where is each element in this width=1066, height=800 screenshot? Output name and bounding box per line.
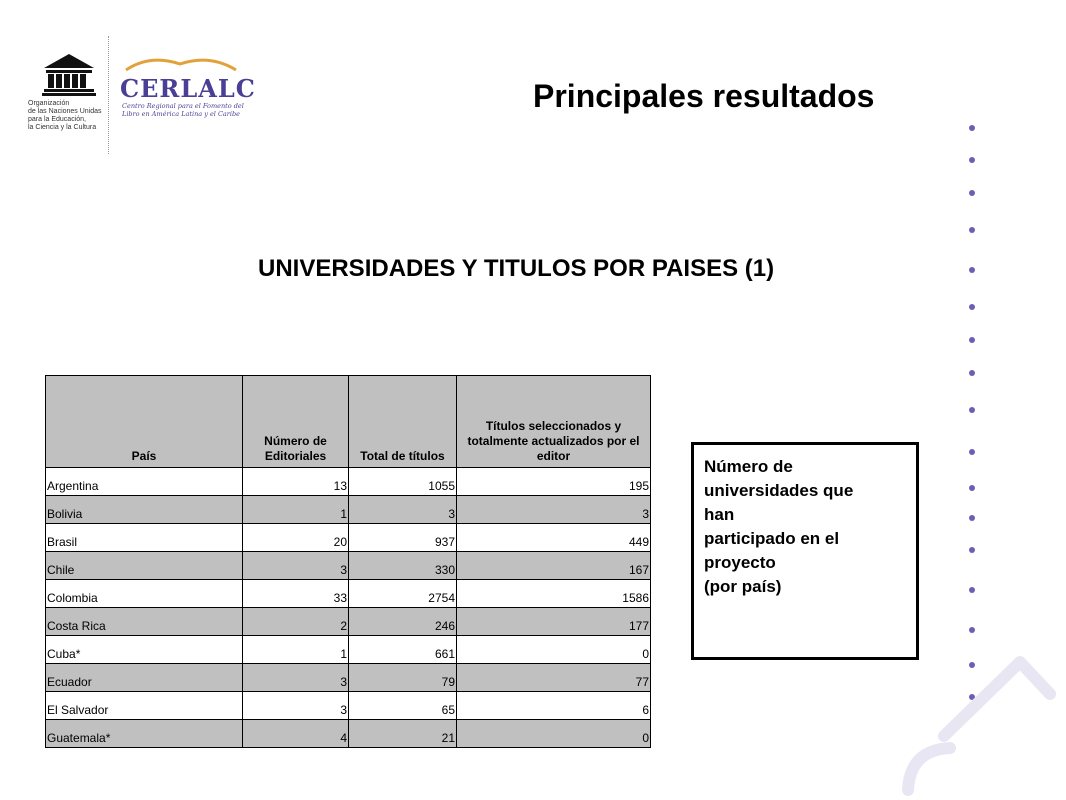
page-title: Principales resultados [533, 78, 875, 114]
cell-editoriales: 3 [243, 692, 349, 720]
cell-pais: Bolivia [46, 496, 243, 524]
cell-seleccionados: 1586 [457, 580, 651, 608]
header-titulos-seleccionados: Títulos seleccionados y totalmente actualizados por el editor [457, 376, 651, 468]
cell-editoriales: 2 [243, 608, 349, 636]
table-row [46, 524, 651, 552]
table-row [46, 552, 651, 580]
cell-total: 937 [349, 524, 457, 552]
cell-total: 2754 [349, 580, 457, 608]
decorative-arc [900, 640, 1066, 800]
cell-total: 661 [349, 636, 457, 664]
cell-total: 3 [349, 496, 457, 524]
cell-pais: Cuba* [46, 636, 243, 664]
header-pais: País [46, 376, 243, 468]
cell-total: 246 [349, 608, 457, 636]
cerlalc-subtitle: Centro Regional para el Fomento del Libro en América Latina y el Caribe [122, 102, 244, 118]
cell-seleccionados: 77 [457, 664, 651, 692]
table-header-row [46, 376, 651, 468]
info-box-text: Número de universidades que han participado en el proyecto (por país) [704, 457, 854, 596]
table-row [46, 720, 651, 748]
cell-seleccionados: 195 [457, 468, 651, 496]
cell-editoriales: 3 [243, 664, 349, 692]
cell-pais: Chile [46, 552, 243, 580]
cell-seleccionados: 177 [457, 608, 651, 636]
cell-pais: El Salvador [46, 692, 243, 720]
table-row [46, 468, 651, 496]
cell-pais: Colombia [46, 580, 243, 608]
info-box [691, 442, 919, 660]
table-row [46, 664, 651, 692]
cell-editoriales: 13 [243, 468, 349, 496]
cell-seleccionados: 6 [457, 692, 651, 720]
header-total-titulos: Total de títulos [349, 376, 457, 468]
cell-pais: Brasil [46, 524, 243, 552]
cell-editoriales: 3 [243, 552, 349, 580]
cell-total: 21 [349, 720, 457, 748]
cell-total: 65 [349, 692, 457, 720]
cell-editoriales: 4 [243, 720, 349, 748]
cell-editoriales: 20 [243, 524, 349, 552]
cell-total: 79 [349, 664, 457, 692]
results-table [45, 375, 651, 748]
cell-seleccionados: 449 [457, 524, 651, 552]
cell-seleccionados: 0 [457, 720, 651, 748]
table-row [46, 496, 651, 524]
table-row [46, 636, 651, 664]
unesco-org-text: Organización de las Naciones Unidas para la Educación, la Ciencia y la Cultura [28, 100, 102, 131]
section-subtitle: UNIVERSIDADES Y TITULOS POR PAISES (1) [258, 255, 775, 282]
cell-seleccionados: 3 [457, 496, 651, 524]
header-editoriales: Número de Editoriales [243, 376, 349, 468]
table-row [46, 608, 651, 636]
cell-total: 1055 [349, 468, 457, 496]
table-row [46, 692, 651, 720]
cell-pais: Guatemala* [46, 720, 243, 748]
cell-editoriales: 33 [243, 580, 349, 608]
cell-editoriales: 1 [243, 496, 349, 524]
cell-seleccionados: 0 [457, 636, 651, 664]
cell-pais: Costa Rica [46, 608, 243, 636]
cell-pais: Ecuador [46, 664, 243, 692]
cell-seleccionados: 167 [457, 552, 651, 580]
cell-pais: Argentina [46, 468, 243, 496]
cell-editoriales: 1 [243, 636, 349, 664]
table-row [46, 580, 651, 608]
cell-total: 330 [349, 552, 457, 580]
cerlalc-logo-text: CERLALC [120, 74, 256, 103]
